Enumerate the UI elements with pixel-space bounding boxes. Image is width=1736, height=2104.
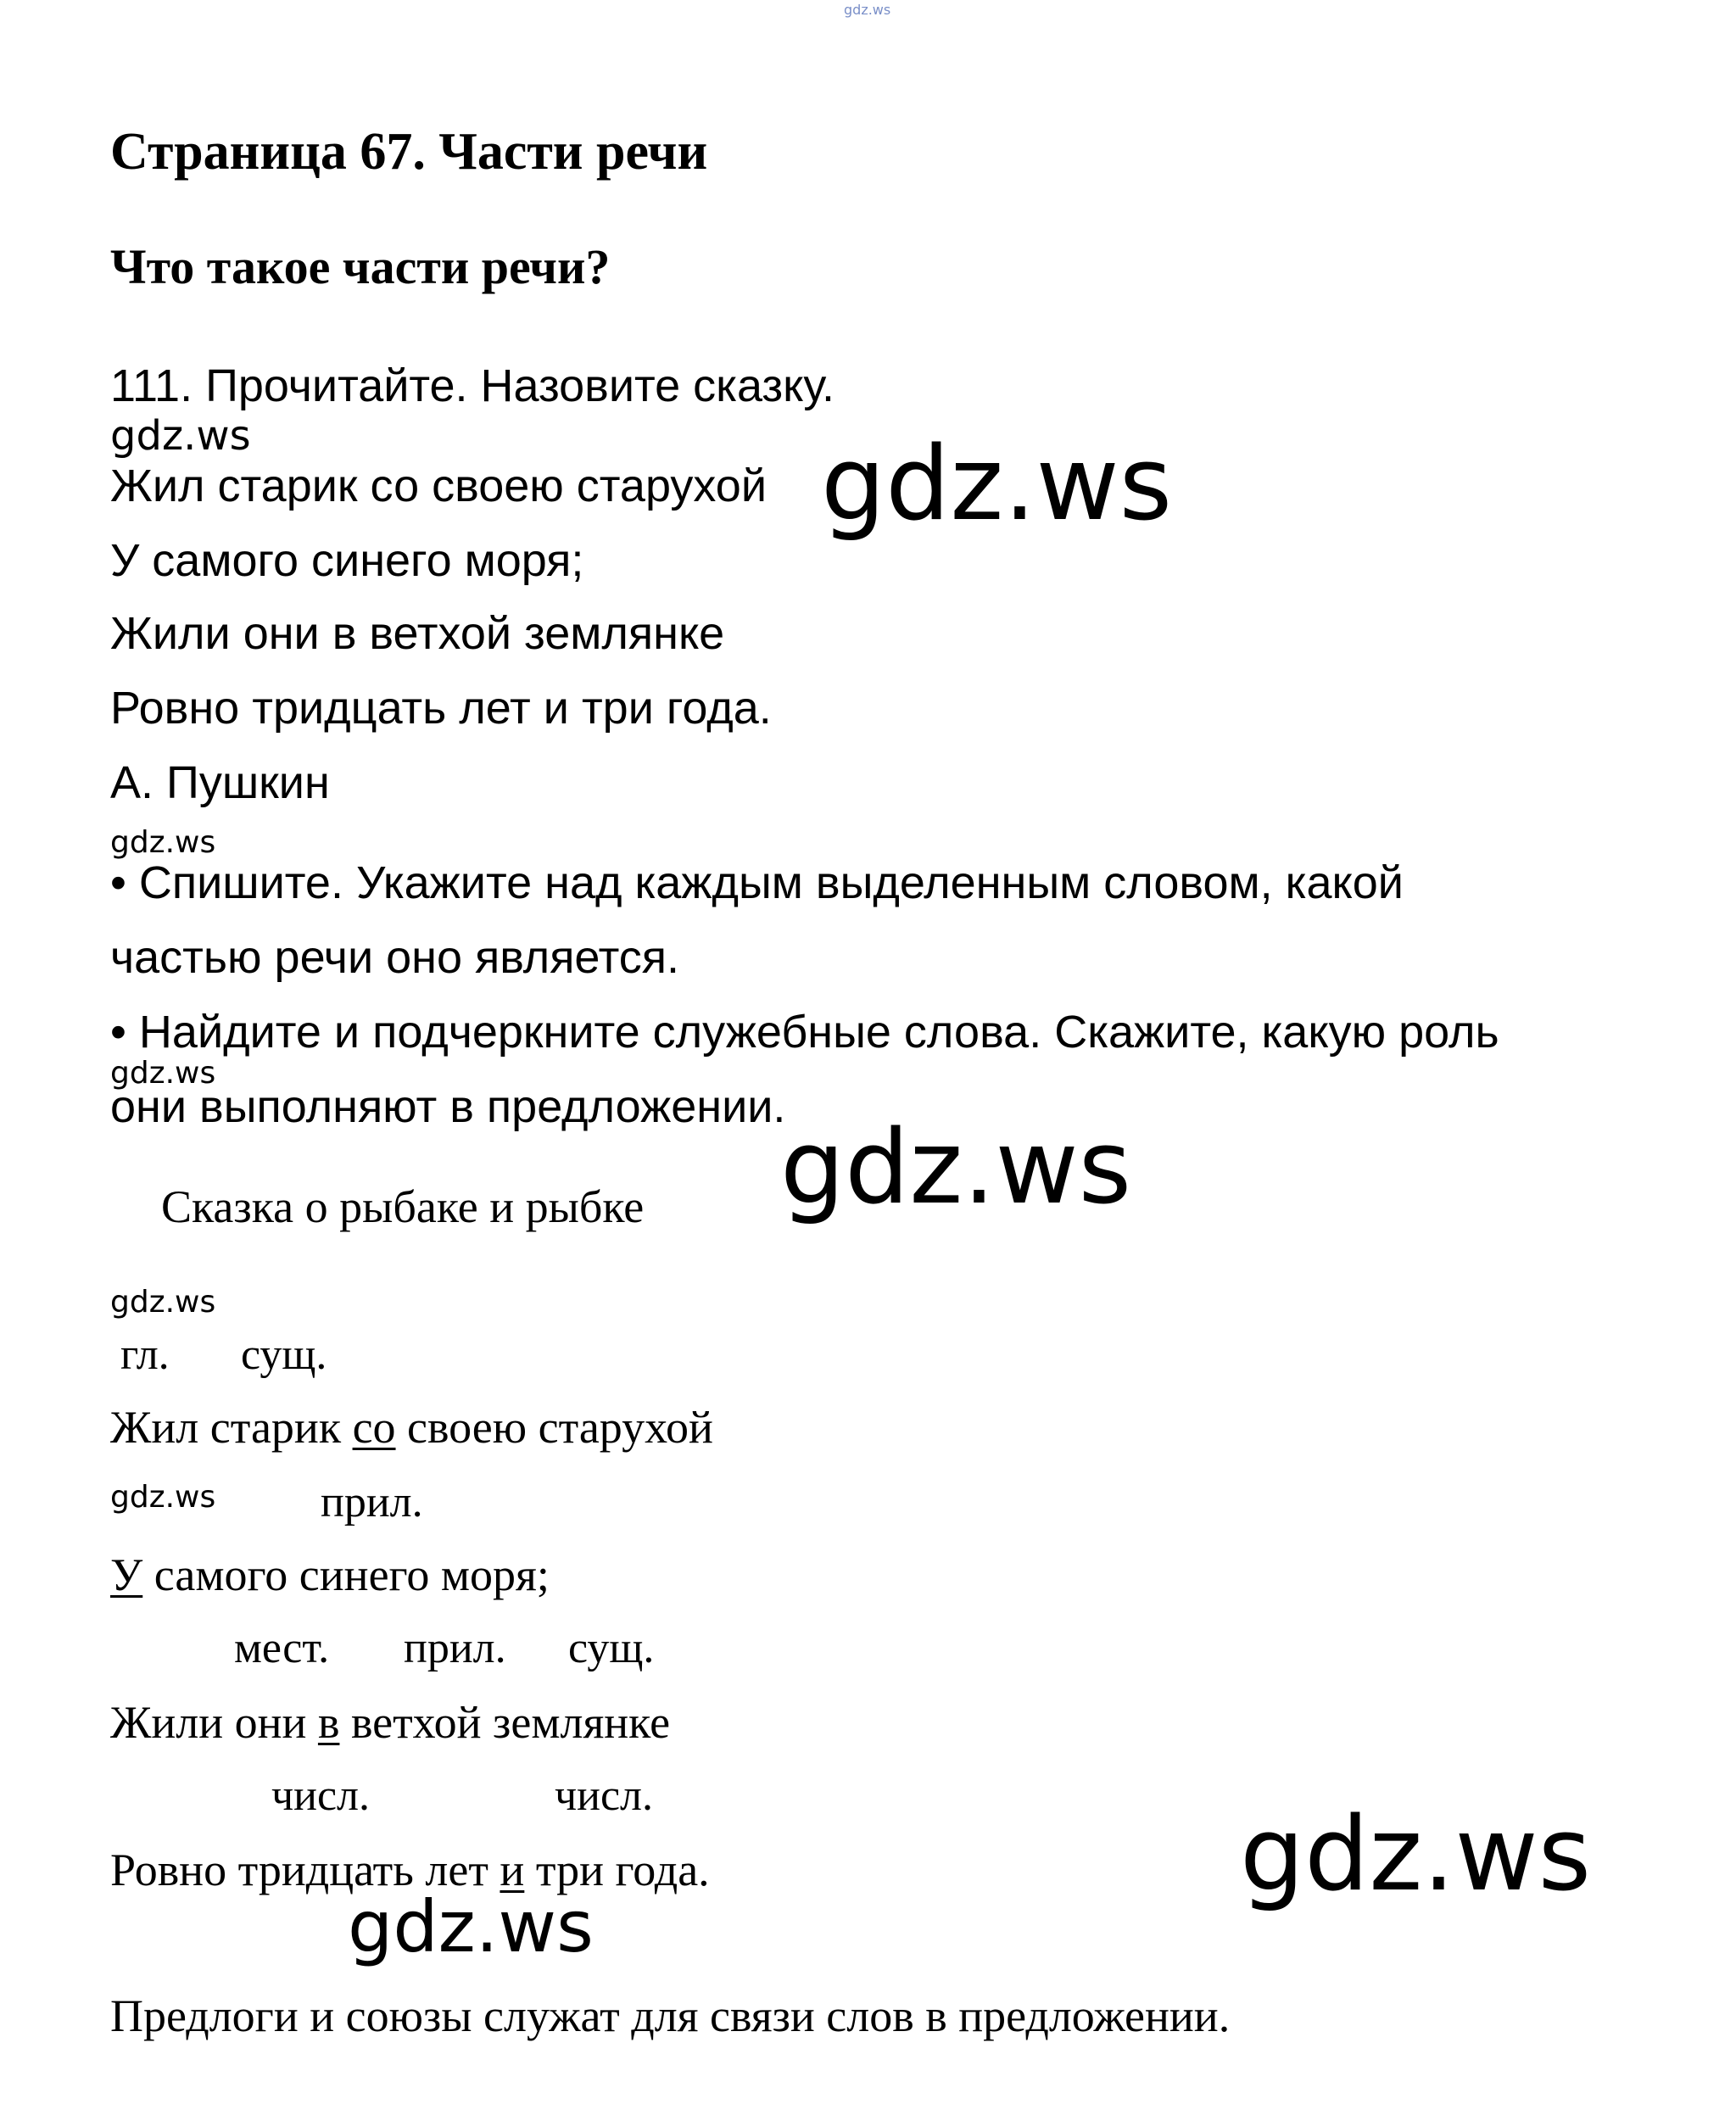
answer-line <box>110 1549 550 1600</box>
poem-line: У самого синего моря; <box>110 535 584 586</box>
section-title: Что такое части речи? <box>110 239 611 294</box>
pos-label: числ. <box>271 1772 371 1820</box>
instruction-1: • Спишите. Укажите над каждым выделенным словом, какой <box>110 857 1404 908</box>
instruction-2: • Найдите и подчеркните служебные слова. Скажите, какую роль <box>110 1007 1499 1058</box>
answer-line <box>110 1697 671 1748</box>
watermark-large: gdz.ws <box>348 1885 594 1968</box>
watermark-large: gdz.ws <box>821 426 1173 544</box>
watermark-large: gdz.ws <box>1240 1796 1592 1914</box>
answer-title: Сказка о рыбаке и рыбке <box>161 1181 645 1232</box>
function-word: У <box>110 1549 143 1600</box>
watermark-large: gdz.ws <box>780 1109 1132 1227</box>
poem-author: А. Пушкин <box>110 757 330 808</box>
watermark-small: gdz.ws <box>110 1480 216 1515</box>
page-title: Страница 67. Части речи <box>110 123 708 181</box>
answer-text: ветхой землянке <box>339 1697 671 1748</box>
pos-label: сущ. <box>568 1624 655 1672</box>
function-word: в <box>317 1697 340 1748</box>
function-word: и <box>500 1844 525 1895</box>
watermark-small: gdz.ws <box>110 1056 216 1091</box>
answer-text: своею старухой <box>395 1402 713 1453</box>
poem-line: Ровно тридцать лет и три года. <box>110 683 772 734</box>
pos-label: гл. <box>120 1331 170 1379</box>
pos-label: сущ. <box>241 1331 327 1379</box>
poem-line: Жили они в ветхой землянке <box>110 608 725 659</box>
answer-text: самого синего моря; <box>142 1549 550 1600</box>
instruction-1-continued: частью речи оно является. <box>110 932 680 983</box>
function-word: со <box>352 1402 396 1453</box>
answer-text: три года. <box>524 1844 710 1895</box>
answer-text: Ровно тридцать лет <box>110 1844 500 1895</box>
answer-text: Жили они <box>110 1697 318 1748</box>
pos-label: числ. <box>555 1772 654 1820</box>
poem-line: Жил старик со своею старухой <box>110 460 767 511</box>
answer-text: Жил старик <box>110 1402 353 1453</box>
answer-conclusion: Предлоги и союзы служат для связи слов в предложении. <box>110 1990 1231 2041</box>
pos-label: мест. <box>234 1624 330 1672</box>
watermark-top: gdz.ws <box>844 2 891 18</box>
exercise-task: 111. Прочитайте. Назовите сказку. <box>110 360 835 411</box>
watermark-small: gdz.ws <box>110 825 216 860</box>
pos-label: прил. <box>404 1624 506 1672</box>
instruction-2-continued: они выполняют в предложении. <box>110 1081 786 1132</box>
watermark-small: gdz.ws <box>110 1285 216 1320</box>
pos-label: прил. <box>321 1478 423 1526</box>
watermark-small: gdz.ws <box>110 412 251 460</box>
answer-line <box>110 1402 713 1453</box>
